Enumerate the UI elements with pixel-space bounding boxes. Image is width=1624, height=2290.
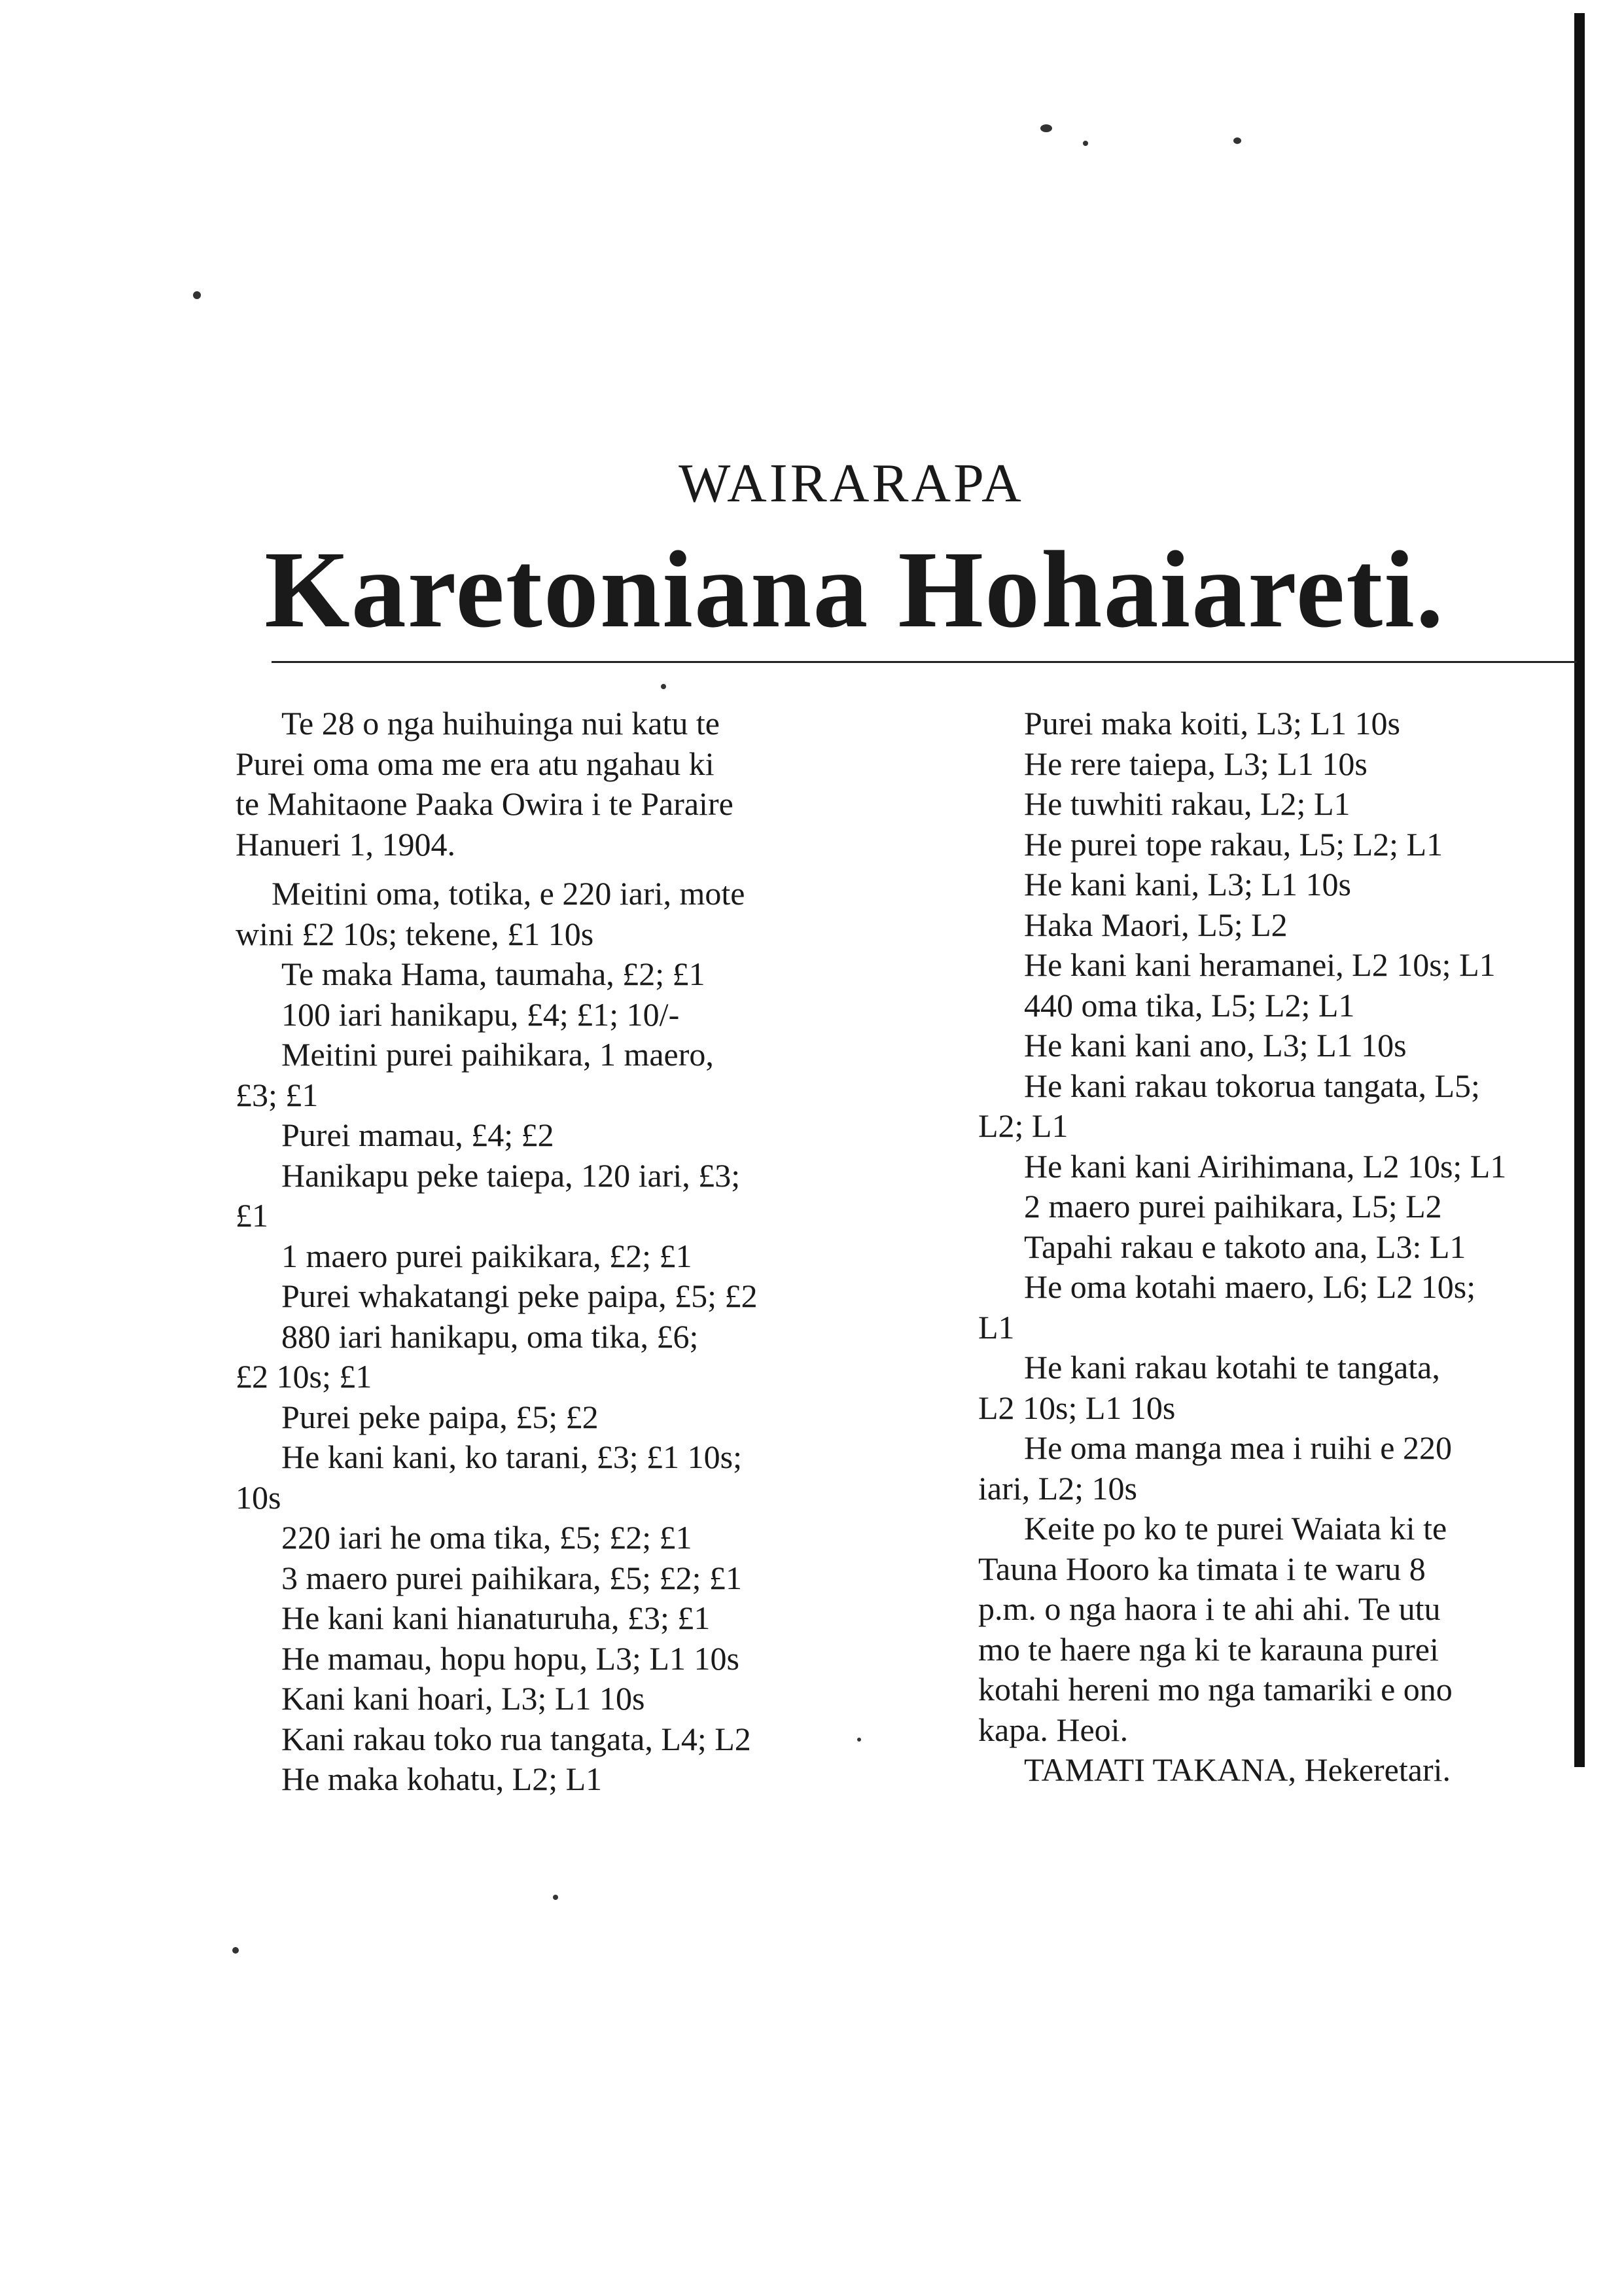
scan-speck — [232, 1947, 239, 1954]
right-column — [978, 704, 1577, 1791]
left-line: Purei oma oma me era atu ngahau ki — [236, 745, 715, 782]
scan-speck — [661, 684, 666, 689]
right-line: He kani rakau tokorua tangata, L5; — [1024, 1067, 1480, 1104]
left-line: Te 28 o nga huihuinga nui katu te — [281, 705, 720, 742]
left-line: 1 maero purei paikikara, £2; £1 — [281, 1237, 692, 1274]
scan-speck — [1083, 141, 1088, 146]
right-line: TAMATI TAKANA, Hekeretari. — [1024, 1751, 1451, 1788]
right-line: mo te haere nga ki te karauna purei — [978, 1630, 1439, 1668]
section-subtitle: WAIRARAPA — [679, 453, 1024, 514]
scan-speck — [193, 291, 201, 299]
right-line: iari, L2; 10s — [978, 1469, 1138, 1507]
right-line: Haka Maori, L5; L2 — [1024, 906, 1288, 943]
right-line: He kani kani ano, L3; L1 10s — [1024, 1027, 1407, 1064]
section-title: Karetoniana Hohaiareti. — [264, 529, 1445, 651]
scan-speck — [1040, 124, 1052, 132]
left-line: wini £2 10s; tekene, £1 10s — [236, 915, 594, 952]
right-line: He purei tope rakau, L5; L2; L1 — [1024, 825, 1443, 863]
left-line: Purei peke paipa, £5; £2 — [281, 1398, 599, 1435]
right-line: He kani kani, L3; L1 10s — [1024, 866, 1351, 903]
left-line: Kani rakau toko rua tangata, L4; L2 — [281, 1720, 751, 1757]
left-line: He maka kohatu, L2; L1 — [281, 1761, 603, 1797]
left-line: £3; £1 — [236, 1076, 319, 1113]
left-line: He kani kani hianaturuha, £3; £1 — [281, 1600, 711, 1636]
right-line: Purei maka koiti, L3; L1 10s — [1024, 705, 1400, 742]
left-line: 3 maero purei paihikara, £5; £2; £1 — [281, 1559, 742, 1596]
right-line: He kani kani heramanei, L2 10s; L1 — [1024, 946, 1496, 983]
right-line: He rere taiepa, L3; L1 10s — [1024, 745, 1368, 782]
right-line: Keite po ko te purei Waiata ki te — [1024, 1510, 1447, 1547]
title-rule — [272, 661, 1577, 663]
left-line: Meitini oma, totika, e 220 iari, mote — [272, 875, 745, 912]
left-line: Purei whakatangi peke paipa, £5; £2 — [281, 1278, 758, 1314]
right-line: He kani rakau kotahi te tangata, — [1024, 1349, 1440, 1386]
right-line: He oma manga mea i ruihi e 220 — [1024, 1429, 1452, 1466]
left-column — [236, 704, 926, 1800]
left-line: Hanueri 1, 1904. — [236, 825, 456, 863]
right-line: Tapahi rakau e takoto ana, L3: L1 — [1024, 1228, 1466, 1265]
right-line: L1 — [978, 1308, 1015, 1346]
left-line: 100 iari hanikapu, £4; £1; 10/- — [281, 995, 680, 1033]
left-line: £2 10s; £1 — [236, 1358, 372, 1395]
left-line: 10s — [236, 1478, 281, 1516]
left-line: He kani kani, ko tarani, £3; £1 10s; — [281, 1439, 743, 1475]
right-line: p.m. o nga haora i te ahi ahi. Te utu — [978, 1590, 1441, 1627]
left-line: Meitini purei paihikara, 1 maero, — [281, 1036, 714, 1073]
right-line: 440 oma tika, L5; L2; L1 — [1024, 986, 1355, 1024]
right-line: He kani kani Airihimana, L2 10s; L1 — [1024, 1147, 1507, 1185]
right-line: kotahi hereni mo nga tamariki e ono — [978, 1671, 1453, 1708]
right-line: He oma kotahi maero, L6; L2 10s; — [1024, 1268, 1476, 1305]
right-line: L2; L1 — [978, 1107, 1068, 1144]
scan-speck — [857, 1738, 861, 1742]
left-line: Kani kani hoari, L3; L1 10s — [281, 1680, 645, 1717]
right-line: L2 10s; L1 10s — [978, 1389, 1176, 1426]
right-line: He tuwhiti rakau, L2; L1 — [1024, 785, 1350, 822]
scan-speck — [1233, 137, 1241, 144]
left-line: Hanikapu peke taiepa, 120 iari, £3; — [281, 1156, 741, 1194]
scan-speck — [553, 1895, 558, 1900]
left-line: £1 — [236, 1197, 268, 1234]
right-line: Tauna Hooro ka timata i te waru 8 — [978, 1550, 1426, 1587]
left-line: 880 iari hanikapu, oma tika, £6; — [281, 1317, 699, 1355]
left-line: Te maka Hama, taumaha, £2; £1 — [281, 956, 705, 992]
left-line: te Mahitaone Paaka Owira i te Paraire — [236, 785, 733, 822]
right-line: 2 maero purei paihikara, L5; L2 — [1024, 1188, 1442, 1225]
left-line: He mamau, hopu hopu, L3; L1 10s — [281, 1639, 739, 1677]
right-line: kapa. Heoi. — [978, 1711, 1129, 1748]
left-line: 220 iari he oma tika, £5; £2; £1 — [281, 1519, 692, 1556]
left-line: Purei mamau, £4; £2 — [281, 1117, 554, 1153]
